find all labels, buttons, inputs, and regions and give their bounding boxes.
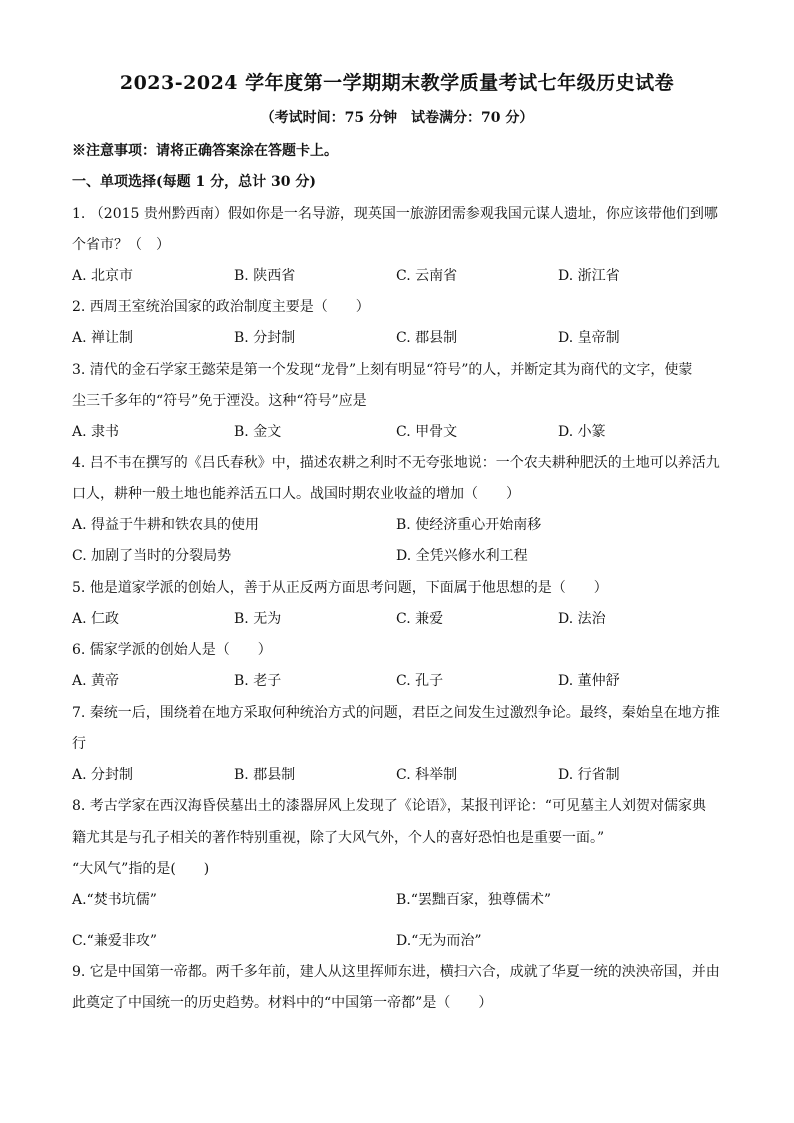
question-6-line-1: 6. 儒家学派的创始人是（ ） xyxy=(72,642,272,658)
q5-option-c: C. 兼爱 xyxy=(396,611,444,627)
question-7-line-2: 行 xyxy=(72,736,86,752)
question-1-line-2: 个省市？（ ） xyxy=(72,237,170,253)
q2-option-d: D. 皇帝制 xyxy=(558,330,620,346)
section-heading: 一、单项选择(每题 1 分，总计 30 分) xyxy=(72,174,316,190)
q6-option-b: B. 老子 xyxy=(234,673,282,689)
question-9-line-2: 此奠定了中国统一的历史趋势。材料中的“中国第一帝都”是（ ） xyxy=(72,995,493,1011)
q1-option-a: A. 北京市 xyxy=(72,268,134,284)
q6-option-d: D. 董仲舒 xyxy=(558,673,620,689)
q3-option-a: A. 隶书 xyxy=(72,424,120,440)
q8-option-d: D.“无为而治” xyxy=(396,933,482,949)
q4-option-a: A. 得益于牛耕和铁农具的使用 xyxy=(72,517,260,533)
question-3-line-1: 3. 清代的金石学家王懿荣是第一个发现“龙骨”上刻有明显“符号”的人，并断定其为商代的文字，使蒙 xyxy=(72,362,693,378)
q3-option-d: D. 小篆 xyxy=(558,424,606,440)
q2-option-c: C. 郡县制 xyxy=(396,330,458,346)
question-8-line-2: 籍尤其是与孔子相关的著作特别重视，除了大风气外，个人的喜好恐怕也是重要一面。” xyxy=(72,830,605,846)
q5-option-a: A. 仁政 xyxy=(72,611,120,627)
q7-option-b: B. 郡县制 xyxy=(234,767,296,783)
question-7-line-1: 7. 秦统一后，围绕着在地方采取何种统治方式的问题，君臣之间发生过激烈争论。最终，秦始皇在地方推 xyxy=(72,705,720,721)
q5-option-b: B. 无为 xyxy=(234,611,282,627)
q4-option-d: D. 全凭兴修水利工程 xyxy=(396,548,528,564)
exam-title: 2023-2024 学年度第一学期期末教学质量考试七年级历史试卷 xyxy=(119,72,675,94)
q8-option-b: B.“罢黜百家，独尊儒术” xyxy=(396,892,552,908)
question-3-line-2: 尘三千多年的“符号”免于湮没。这种“符号”应是 xyxy=(72,393,367,409)
q2-option-b: B. 分封制 xyxy=(234,330,296,346)
q3-option-c: C. 甲骨文 xyxy=(396,424,458,440)
question-9-line-1: 9. 它是中国第一帝都。两千多年前，建人从这里挥师东进，横扫六合，成就了华夏一统的泱泱帝国，并由 xyxy=(72,964,720,980)
question-8-line-1: 8. 考古学家在西汉海昏侯墓出土的漆器屏风上发现了《论语》，某报刊评论：“可见墓主人刘贺对儒家典 xyxy=(72,798,706,814)
q4-option-c: C. 加剧了当时的分裂局势 xyxy=(72,548,232,564)
question-8-line-3: “大风气”指的是( ) xyxy=(72,861,210,877)
q7-option-d: D. 行省制 xyxy=(558,767,620,783)
q1-option-c: C. 云南省 xyxy=(396,268,458,284)
q7-option-c: C. 科举制 xyxy=(396,767,458,783)
q8-option-c: C.“兼爱非攻” xyxy=(72,933,157,949)
question-4-line-1: 4. 吕不韦在撰写的《吕氏春秋》中，描述农耕之利时不无夸张地说：一个农夫耕种肥沃的土地可以养活九 xyxy=(72,455,720,471)
question-5-line-1: 5. 他是道家学派的创始人，善于从正反两方面思考问题，下面属于他思想的是（ ） xyxy=(72,580,608,596)
q4-option-b: B. 使经济重心开始南移 xyxy=(396,517,542,533)
q1-option-d: D. 浙江省 xyxy=(558,268,620,284)
q5-option-d: D. 法治 xyxy=(558,611,606,627)
question-1-line-1: 1. （2015 贵州黔西南）假如你是一名导游，现英国一旅游团需参观我国元谋人遗址，你应该带他们到哪 xyxy=(72,206,718,222)
exam-subtitle: （考试时间：75 分钟 试卷满分：70 分） xyxy=(260,110,534,126)
q1-option-b: B. 陕西省 xyxy=(234,268,296,284)
q3-option-b: B. 金文 xyxy=(234,424,282,440)
q2-option-a: A. 禅让制 xyxy=(72,330,134,346)
question-2-line-1: 2. 西周王室统治国家的政治制度主要是（ ） xyxy=(72,299,370,315)
notice: ※注意事项：请将正确答案涂在答题卡上。 xyxy=(72,143,338,159)
q6-option-a: A. 黄帝 xyxy=(72,673,120,689)
q6-option-c: C. 孔子 xyxy=(396,673,444,689)
q8-option-a: A.“焚书坑儒” xyxy=(72,892,157,908)
q7-option-a: A. 分封制 xyxy=(72,767,134,783)
question-4-line-2: 口人，耕种一般土地也能养活五口人。战国时期农业收益的增加（ ） xyxy=(72,486,520,502)
